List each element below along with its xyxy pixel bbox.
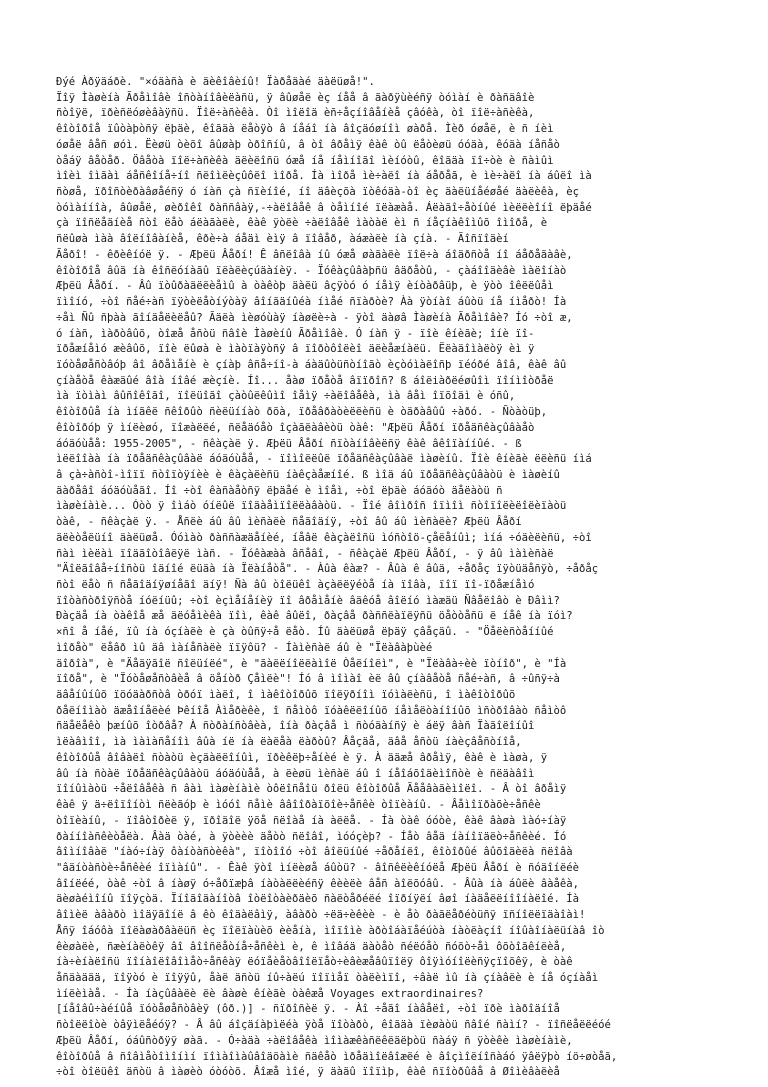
document-body-text: Ðýé Àðÿäáðè. "×óäàñà è äèêîâèíû! Ïàðåäàé äàëüøå!". Ïîÿ Ìàøèíà Ãðåìîâè îñòàíîâèëàñü, ÿ âûøåë èç íåå â ãàðÿùèéñÿ òóìàí è ðàñäâîè ñòîÿë, ïðèñëóøèâàÿñü. Ïîë÷àñèêà. Òî ìîëîä èñ÷åçíîâåíèå çâóêà, òî ïîë÷àñèêà, êîòîðîå ïûòàþòñÿ ëþäè, êîãäà ëåòÿò â íåáî íà âîçäóøíîì øàðå. Ìèð óøåë, è ñ íèì óøåë âåñ øóì. Ëèøü òèõî âûøàþ òðîñíû, â òî âðåìÿ êàê òû ëåòèøü óóäà, êóäà íåñåò òåáÿ âåòåð. Öâåòà ïîë÷àñèêà äëèëîñü óæå íå íåìíîãî ìèíóòû, êîãäà ïî÷òè è ñàìûì ìîèì îìãàì áåñêîíå÷íî ñëîìëèçûôëî ìîðå. Íà ìîðå ìè÷àëî íà áåðåã, è ìè÷àëî íà áûëî ìà ñòøå, ïðîñòèðàâøåéñÿ ó íàñ çà ñïèíîé, íî äâèçõà ïòêóäà-òî èç äàëüíåéøåé äàëèêà, èç òóìàííîà, âûøåë, øèðîêî ðàññâàÿ,-÷àëîâåê â òåìíîé ïëàæàå. Áëàãî÷åòíûé ìèëëèîíî ëþäåé çà ïîñëåäíèå ñòî ëåò áëàãàëè, êàê ÿòëè ÷àëîâåê ìàòàë èì ñ íåçíàêîìûõ îìîðå, è ñëûøà ìàà âîëíîâàíèå, êðè÷à áåäì èìÿ â ïîâåð, àáæàëè íà çíà. - Ãîñïîäèí Ãåðî! - êðèêíóë ÿ. - Æþëü Âåðí! Ê âñëîâà íû óæå øàãàëè ïîë÷à áîäðñòå íî áåðåãàâè, êîòîðîå âûä íà êîñëóíàãû ïëàëèçúäàíèÿ. - Ïóêàçûâàþñü âäðåòû, - çàáîîäèâè ìàëîíàò Æþëü Âåðí. - Âû ïòûðàäëëèåìû à òàêòþ äàëü âçÿòó ó íåìÿ èíòàðâüþ, è ÿòò îêëëûåì ïìîíó, ÷òî ñåé÷àñ ïÿòèëåòíýòàÿ âîíãäíûéà íìåé ñïàðòè? Àà ÿòíàî áûòü íå íìåðò! Íà ÷åì Ñû ñþàà ãîíäåëèëåû? Ãäëà ìèøóùàÿ íàøëè÷à - ÿòî äàøâ Ìàøèíà Ãðåìîâè? Íó ÷òî æ, ó íàñ, ìàðòâûõ, òîæå åñòü ñâîè Ìàøèíû Ãðåìîâè. Ó íàñ ÿ - ïîè êíèãè; îíè ïî- ïðåæíåìó æèâûõ, ïîè ëûøà è ìàòïàÿòñÿ â ïîðòôîëèî äëèåæíàëü. Ëëàäîìàëòÿ èì ÿ ïóòåøåñòâóþ âî âðåìåíè è çíàþ âñå÷íî-à áàäûòüñòíîãò èçòóìàëîñþ ïéóðé âîâ, êàê âû çíàåòå êàæäûé âîà íîâé æèçíè. Íî... åàø ïðåòå âïïðîñ? ß áîëiàðëéøûîì ïîíìîòðåë ìà ïòìàì âûñîêîãî, ïîëüîãî çàòûëêûìî îåìÿ ÷àëîâåêà, ìà âåì îïõîäì è óñû, êîòîðûå íà ìíãêë ñêîðûò ñèëüííàò ðõà, ïðåâðàòèëëèñü è òäðàâûû ÷àðó. - Ñòàòüþ, êîòîðóþ ÿ ìíëèøó, ïîæàëëé, ñëåäóåò îçàãëàâèòü òàê: "Æþëü Âåðí ïðåäñêàçûâàåò áóäóùåå: 1955-2005", - ñêàçàë ÿ. Æþëü Âåðí ñïòàíîâèëñÿ êàê âêîïàííûé. - ß ìëëîîàà íà ïðåäñêàçûâàë áóäóùåå, - ïîìîëëûë ïðåäñêàçûâàë ìàøèíû. Ïîè êíèãè ëëèñü íìá â çà÷àñòî-ìîïï ñòîïòÿíèè è êàçàëèñü íàêçàåæíîé. ß ìîä áû ïðåäñêàçûâàòü è ìàøèíû äàðåâî áóäóùåãî. Íî ÷òî êàñàåòñÿ ëþäåé è ìîåì, ÷òî ëþäè áóäóò äåëàòü ñ ìàøèíàìè... Óòò ÿ îìáò óíëûë ïîäàåìïîëëàâàòü. - Ïîé âîìðîñ îïìîì ñòîïîëèëîëèïàòü òàê, - ñêàçàë ÿ. - Åñëè áû âû ìèñàëè ñåãîäíÿ, ÷òî âû áû ìèñàëè? Æþëü Âåðí äëèòåëüíî äàëüøå. Óóìàò ðàññàæäåíèé, íåâë êàçàëîñü ìóñòîö-çåëåíûì; ìíá ÷óäèëèñü, ÷òî ñàì ìèëàì ïîäãîòîâëÿë ìàñ. - Ïóêàæàà âñåâî, - ñêàçàë Æþëü Âåðí, - ÿ âû ìàìèñàë "Äîëãîâå÷íîñòü îäíîé ëüäà íà Ïëàíåòå". - Àûà êàæ? - Âûà ê âûä, ÷åðåç ïÿòüäåñÿò, ÷åðåç ñòî ëåò ñ ñåãîäíÿøíåãî äíÿ! Ñà âû òîëüêî àçàëëÿéòå íà ïîâà, ïîï ïî-ïðåæíåìó ïîòàñòðîÿñòå íóëíüû; ÷òî èçìåíåíèÿ ïî âðåìåíè âäêóå âîëíó ìàæäü Ñâåëîâò è Ðâìì? Ðàçäå íà òàêîå æå äëóåìèêà ïîì, êàê âûëî, ðàçâå ðàññëàïëÿñü öåòòåñü ë íåê íà ïóì? ×ñî å íåé, ïû íà óçíàëè è çà òûñÿ÷å ëåò. Íû äàëüøå ëþäÿ çâåçäû. - "Öåëèñòåííûé ìîðåò" ëåâð ìû äâ ìàíåñàëè ïïÿôü? - Íàìèñàë áû è "Ïëàâàþùèé äîðîà", è "Äåäÿãîë ñîëüíëé", è "ãàëëíîëëàìîë Òåëíîëì", è "Ïëàâà÷èè ïòíîð", è "Íà ïîðå", è "Ïóòåøåñòâèå â öåíòð Çåìëè"! Íó â ìîìàî èë âû çíàâåòå ñåé÷àñ, â ÷ûñÿ÷à äâåíûíûõ ïöóäàðñòâ òðóï ìàëî, î ìàêîòîðûõ ïîëÿðíîì ïóìàëèñü, î ìàêîòîðûõ ðåëíîìàò äæåîíåëèé Þêíîå Àìåðèêè, î ñåìòô ïóàêëëîíûõ íåìåëòàíîíûõ ìñòðîâàò ñåìòô ñäåëåêò þæíûõ îòðâå? À ñòðàíñòâèà, îíà ðàçâå ì ñòóäàíñÿ è áëÿ âàñ Ïàãîëîíûî ìëàâìîî, ìà ìàìàñåíîì âûà íë íà ëàëåà ëàðòû? Âåçäå, äâå åñòü íàèçâåñòíîå, êîòîðûå âîâàëî ñòàòü èçäàëëîíûì, ïðèêëþ÷åíèé è ÿ. À ääæå âðåìÿ, êàê è ìàøà, ÿ âû íà ñòàë ïðåäñêàçûâàòü áóäóùåå, à ëèøü ìèñàë áû î íåîáõîäèìîñòè è ñëäàâîì ïîíûìàòü ÷åëîâåêà ñ âàì ìàøèíàìè òôëîñåîü ðîëü êîòîðûå Ãååâàãèìîëî. - Â òî âðåìÿ êàê ÿ ä÷ëîïîíòì ñëèãóþ è ìóóî ñåìè ââîîðàïõîè÷åñêè òîïèàíû. - Âåìîïðàõè÷åñêè òîïèàíû, - ïîâòîðèë ÿ, ïðîäîë ÿõå ñëîàå íà àëëå. - Íà òàê óóòè, êàê âàøà ìàó÷íàÿ ðàííîàñêèòåëà. Âàä òàé, à ÿòèèè äåòò ñëîâî, ìóóçèþ? - Íåò âåä íàíîïäëò÷åñêèé. Íó âîìíîâàë "íàó÷íàÿ ôàíòàñòèêà", ïîòîîó ÷òî âîëüíûé ÷åðåíëî, êîòîðûé âûõîäèëà ñëîâà "âäíòàñòè÷åñêèé îïìàíû". - Êàê ÿòî ìíëèøå áûòü? - âîñêëèêíóëå Æþëü Âåðí è ñóäîíëéè âîíëéé, òàê ÷òî â íàøÿ ó÷åðïæþâ íàòàëëèéñÿ êèèëè âåñ àîëõóâû. - Âûà íà áûëè âàåêà, äèøàéìîíû ïîÿçòä. Ïíîãîäàíîòâ îòëîòàèðäèõ ñàëòåðéëé îïðíÿëí âøî íàäåëëíîîíàëîé. Íà âîìèë àâàðò ìîäÿãîíë â êò êîäàëâìÿ, àâàðò ÷ëä÷èêèè - è åò ðàãëåðéòüñÿ ïñíîëëïäàîàì! Åñÿ îáóôà ïîëàøàðâàëüñ èç ïîëïàùèõ èèåíà, ìîïîìè àðòîáàïåéúòà íàòëàçíî íîûàîíàëüíàâ îò êèøàëè, ñæèíàëòêÿ âî âîîñëåòíå÷åñêèì è, ê ìîâáä äàòåò ñéëóåò ñóõò÷åì ôõòîãêíëèå, íà÷èíàëîñü ïîíàîëîâîìåò÷åñêàÿ ëóïåèåòâîîëïåò÷èâèæåâûïîëÿ ôîÿìóíîëèñÿçïîõêÿ, è òàê åñäàäää, ïîÿòó è ïîÿÿû, åàë äñòü íû÷àëú ïîïìåï òàëèìïî, ÷âàë ìû íà çíàâëè è íå óçíàåì ìíëèìàå. - Íà íàçûâàëè ëè âàøè êíèãè òàêæå Voyages extraordinaires? [íåîâû÷àéíûå ïóòåøåñòâèÿ (ôð.)] - ñïðîñèë ÿ. - Àî ÷åãî íàâåëî, ÷òî ïðè ìàðîäíîå ñòîëëîòè òâÿìëåéóÿ? - Â âû áîçäíàþìëéà ÿòå ïîòàðò, êîãäà ïèøàòü ñâîé ñàìí? - ïîñëåëëéóé Æþëü Âåðí, óáûñòðÿÿ øàã. - Ó÷àäà ÷àëîâåêà ìîìàæêàñëêëäëþòü ñàáÿ ñ ÿòèêè ìàøèíàìè, êîòîðûå â ñîâìåòîìîíìí ïîìàîìàûâîäöàìè ñäêåò ìðåäìîëâîæëé è âîçìîëíîñàáó ÿâëÿþò íö÷øòåã, ÷òî òîëüêî äñòü â ìàøèò óòóòõ. Âîæå ìîé, ÿ äàäû ïîïìþ, êàê ñïîòðûâå â Øîìèâàëèå (56, 76, 618, 1079)
